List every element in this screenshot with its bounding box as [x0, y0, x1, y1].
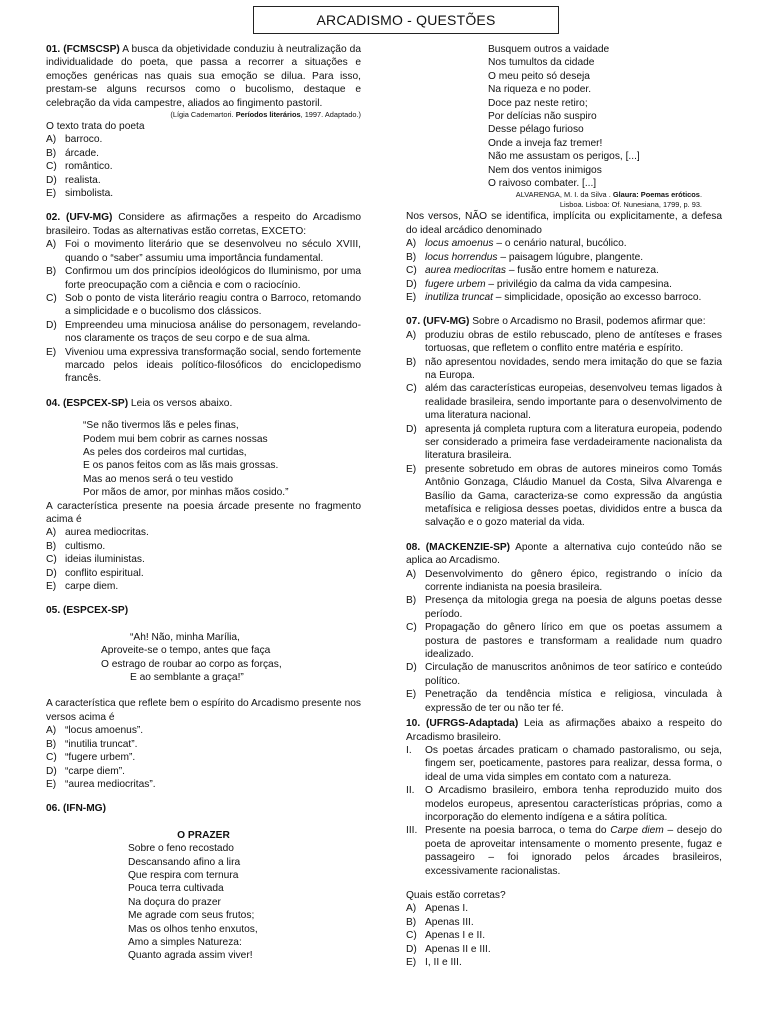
option-b[interactable]: B) Confirmou um dos princípios ideológicos do Iluminismo, por uma forte preocupação com a ciência e com o raciocínio.	[46, 266, 361, 291]
question-number: 05. (ESPCEX-SP)	[46, 605, 129, 617]
question-stem: A característica que reflete bem o espírito do Arcadismo presente nos versos acima é	[46, 698, 361, 723]
citation: Lisboa. Lisboa: Of. Nunesiana, 1799, p. 93.	[559, 200, 702, 210]
statement-ii: II. O Arcadismo brasileiro, embora tenha reproduzido muito dos modelos europeus, apresentou características próprias, como a incorporação do elemento indígena e a sátira política.	[406, 785, 722, 823]
question-10	[406, 717, 722, 969]
option-c[interactable]: C) “fugere urbem”.	[46, 752, 136, 764]
verse: Aproveite-se o tempo, antes que faça	[101, 645, 271, 657]
page-title: ARCADISMO - QUESTÕES	[253, 6, 559, 34]
option-b[interactable]: B) não apresentou novidades, sendo mera imitação do que se fazia na Europa.	[406, 356, 722, 381]
verse: Amo a simples Natureza:	[128, 936, 242, 948]
option-c[interactable]: C) aurea mediocritas – fusão entre homem e natureza.	[406, 265, 659, 277]
option-e[interactable]: E) carpe diem.	[46, 581, 119, 593]
question-08-text: 08. (MACKENZIE-SP) Aponte a alternativa cujo conteúdo não se aplica ao Arcadismo.	[406, 541, 722, 567]
option-e[interactable]: E) I, II e III.	[406, 957, 462, 968]
option-d[interactable]: D) Circulação de manuscritos anônimos de teor satírico e conteúdo político.	[406, 662, 722, 687]
verse: O raivoso combater. [...]	[488, 178, 597, 190]
question-07-text: 07. (UFV-MG) Sobre o Arcadismo no Brasil, podemos afirmar que:	[406, 316, 706, 328]
option-a[interactable]: A) barroco.	[46, 134, 103, 146]
option-a[interactable]: A) Desenvolvimento do gênero épico, registrando o início da corrente indianista na poesia brasileira.	[406, 568, 722, 594]
citation: ALVARENGA, M. I. da Silva . Glaura: Poemas eróticos.	[515, 190, 702, 200]
option-e[interactable]: E) presente sobretudo em obras de autores mineiros como Tomás Antônio Gonzaga, Cláudio Manuel da Costa, Silva Alvarenga e Basílio da Gama, caracteriza-se como expressão da angústia metafísica e religiosa desses poetas, divididos entre a busca da salvação e o gozo material da vida.	[406, 463, 722, 529]
option-c[interactable]: C) romântico.	[46, 161, 113, 173]
option-d[interactable]: D) Apenas II e III.	[406, 943, 491, 955]
option-d[interactable]: D) fugere urbem – privilégio da calma da vida campesina.	[406, 278, 672, 290]
question-06-continued	[406, 43, 722, 304]
question-number: 04. (ESPCEX-SP)	[46, 397, 129, 409]
option-b[interactable]: B) cultismo.	[46, 540, 106, 552]
option-d[interactable]: D) apresenta já completa ruptura com a literatura europeia, podendo ser considerado a primeira fase verdadeiramente nacionalista da literatura brasileira.	[406, 423, 722, 462]
verse: O meu peito só deseja	[488, 70, 590, 82]
verse: Pouca terra cultivada	[128, 883, 224, 895]
question-02-text: 02. (UFV-MG) Considere as afirmações a respeito do Arcadismo brasileiro. Todas as alternativas estão corretas, EXCETO:	[46, 212, 361, 237]
option-a[interactable]: A) “locus amoenus”.	[46, 725, 144, 737]
option-b[interactable]: B) Presença da mitologia grega na poesia de alguns poetas desse período.	[406, 595, 722, 620]
verse: Mas os olhos tenho enxutos,	[128, 923, 258, 935]
question-number: 01. (FCMSCSP)	[46, 44, 120, 55]
verse: Desse pélago furioso	[488, 124, 584, 136]
verse: Quanto agrada assim viver!	[128, 950, 253, 962]
verse: Por mãos de amor, por minhas mãos cosido.”	[83, 487, 289, 499]
verse: Na riqueza e no poder.	[488, 84, 592, 96]
option-a[interactable]: A) aurea mediocritas.	[46, 527, 149, 539]
option-c[interactable]: C) além das características europeias, desenvolveu temas ligados à realidade brasileira, sendo importante para o desenvolvimento de uma literatura nacional.	[406, 383, 722, 422]
right-column	[406, 43, 722, 969]
verse: “Se não tivermos lãs e peles finas,	[83, 420, 239, 432]
question-08	[406, 541, 722, 715]
question-01-text: 01. (FCMSCSP) A busca da objetividade conduziu à neutralização da individualidade do poeta, que passa a recorrer a situações e emoções genéricas nas quais sua emoção se dilua. Para isso, prestam-se alguns recursos como o bucolismo, destaque e celebração da vida campestre, aliados ao fingimento pastoril.	[46, 44, 361, 109]
question-04	[46, 397, 361, 594]
verse: Não me assustam os perigos, [...]	[488, 151, 640, 163]
question-10-text: 10. (UFRGS-Adaptada) Leia as afirmações abaixo a respeito do Arcadismo brasileiro.	[406, 718, 723, 743]
verse: Doce paz neste retiro;	[488, 97, 588, 109]
poem-title: O PRAZER	[177, 829, 230, 841]
option-b[interactable]: B) locus horrendus – paisagem lúgubre, plangente.	[406, 251, 644, 263]
option-b[interactable]: B) árcade.	[46, 147, 99, 159]
verse: Busquem outros a vaidade	[488, 44, 610, 55]
option-d[interactable]: D) “carpe diem”.	[46, 765, 126, 777]
question-stem: Quais estão corretas?	[406, 889, 506, 901]
option-a[interactable]: A) Apenas I.	[406, 903, 469, 915]
question-number: 06. (IFN-MG)	[46, 803, 106, 815]
poem-stanza	[406, 43, 722, 190]
citation: (Lígia Cademartori. Períodos literários, 1997. Adaptado.)	[170, 110, 361, 120]
verse: As peles dos cordeiros mal curtidas,	[83, 446, 247, 458]
option-b[interactable]: B) “inutilia truncat”.	[46, 738, 138, 750]
verse: E os panos feitos com as lãs mais grossas.	[83, 460, 279, 472]
option-c[interactable]: C) Sob o ponto de vista literário reagiu contra o Barroco, retomando a simplicidade e o bucolismo dos clássicos.	[46, 292, 361, 318]
option-b[interactable]: B) Apenas III.	[406, 916, 474, 928]
option-c[interactable]: C) Apenas I e II.	[406, 930, 486, 942]
verse: E ao semblante a graça!”	[130, 672, 244, 684]
verse: Descansando afino a lira	[128, 856, 241, 868]
option-a[interactable]: A) Foi o movimento literário que se desenvolveu no século XVIII, quando o “saber” assumiu uma importância fundamental.	[46, 239, 361, 264]
option-e[interactable]: E) “aurea mediocritas”.	[46, 778, 156, 790]
option-c[interactable]: C) Propagação do gênero lírico em que os poetas assumem a postura de pastores e transformam a realidade num quadro idealizado.	[406, 622, 722, 661]
verse: “Ah! Não, minha Marília,	[130, 631, 240, 643]
verse: Por delícias não suspiro	[488, 111, 597, 123]
poem-excerpt	[46, 631, 361, 685]
statement-iii: III. Presente na poesia barroca, o tema do Carpe diem – desejo do poeta de aproveitar intensamente o momento presente, fugaz e passageiro – foi ignorado pelos árcades brasileiros, excessivamente racionalistas.	[406, 825, 722, 877]
statement-i: I. Os poetas árcades praticam o chamado pastoralismo, ou seja, fingem ser, poeticamente, pastores para realizar, dessa forma, o ideal de uma vida simples em contato com a natureza.	[406, 744, 722, 783]
verse: Nos tumultos da cidade	[488, 57, 595, 69]
option-a[interactable]: A) produziu obras de estilo rebuscado, pleno de antíteses e frases tortuosas, que refletem o conflito entre matéria e espírito.	[406, 329, 722, 355]
option-e[interactable]: E) Penetração da tendência mística e religiosa, vinculada à expressão de ter ou não ter fé.	[406, 689, 722, 714]
verse: Que respira com ternura	[128, 869, 239, 881]
question-number: 02. (UFV-MG)	[46, 212, 113, 224]
option-d[interactable]: D) Empreendeu uma minuciosa análise do personagem, revelando-nos claramente os traços de seu corpo e de sua alma.	[46, 319, 361, 345]
question-04-text: 04. (ESPCEX-SP) Leia os versos abaixo.	[46, 397, 233, 409]
option-a[interactable]: A) locus amoenus – o cenário natural, bucólico.	[406, 238, 627, 250]
verse: Onde a inveja faz tremer!	[488, 137, 603, 149]
verse: Mas ao menos será o teu vestido	[83, 473, 234, 485]
poem-excerpt	[83, 419, 361, 499]
question-number: 08. (MACKENZIE-SP)	[406, 541, 511, 553]
option-e[interactable]: E) simbolista.	[46, 188, 114, 200]
left-column	[46, 43, 361, 963]
question-01	[46, 43, 361, 200]
question-07	[406, 315, 722, 530]
option-d[interactable]: D) conflito espiritual.	[46, 567, 144, 579]
verse: Sobre o feno recostado	[128, 843, 234, 855]
question-06	[46, 802, 361, 962]
question-05	[46, 604, 361, 791]
poem-stanza	[46, 842, 361, 963]
question-number: 10. (UFRGS-Adaptada)	[406, 718, 519, 730]
option-d[interactable]: D) realista.	[46, 174, 101, 186]
question-stem: Nos versos, NÃO se identifica, implícita ou explicitamente, a defesa do ideal arcádico denominado	[406, 211, 722, 236]
verse: Podem mui bem cobrir as carnes nossas	[83, 433, 268, 445]
verse: Na doçura do prazer	[128, 896, 221, 908]
verse: O estrago de roubar ao corpo as forças,	[101, 658, 282, 670]
question-stem: A característica presente na poesia árcade presente no fragmento acima é	[46, 500, 361, 525]
question-02	[46, 211, 361, 385]
verse: Nem dos ventos inimigos	[488, 164, 602, 176]
verse: Me agrade com seus frutos;	[128, 910, 255, 922]
question-stem: O texto trata do poeta	[46, 121, 145, 133]
option-c[interactable]: C) ideias iluministas.	[46, 554, 145, 566]
option-e[interactable]: E) inutiliza truncat – simplicidade, oposição ao excesso barroco.	[406, 291, 702, 303]
option-e[interactable]: E) Viveniou uma expressiva transformação social, sendo fortemente marcado pelos ideais político-filosóficos do enciclopedismo francês.	[46, 346, 361, 385]
question-number: 07. (UFV-MG)	[406, 316, 470, 328]
